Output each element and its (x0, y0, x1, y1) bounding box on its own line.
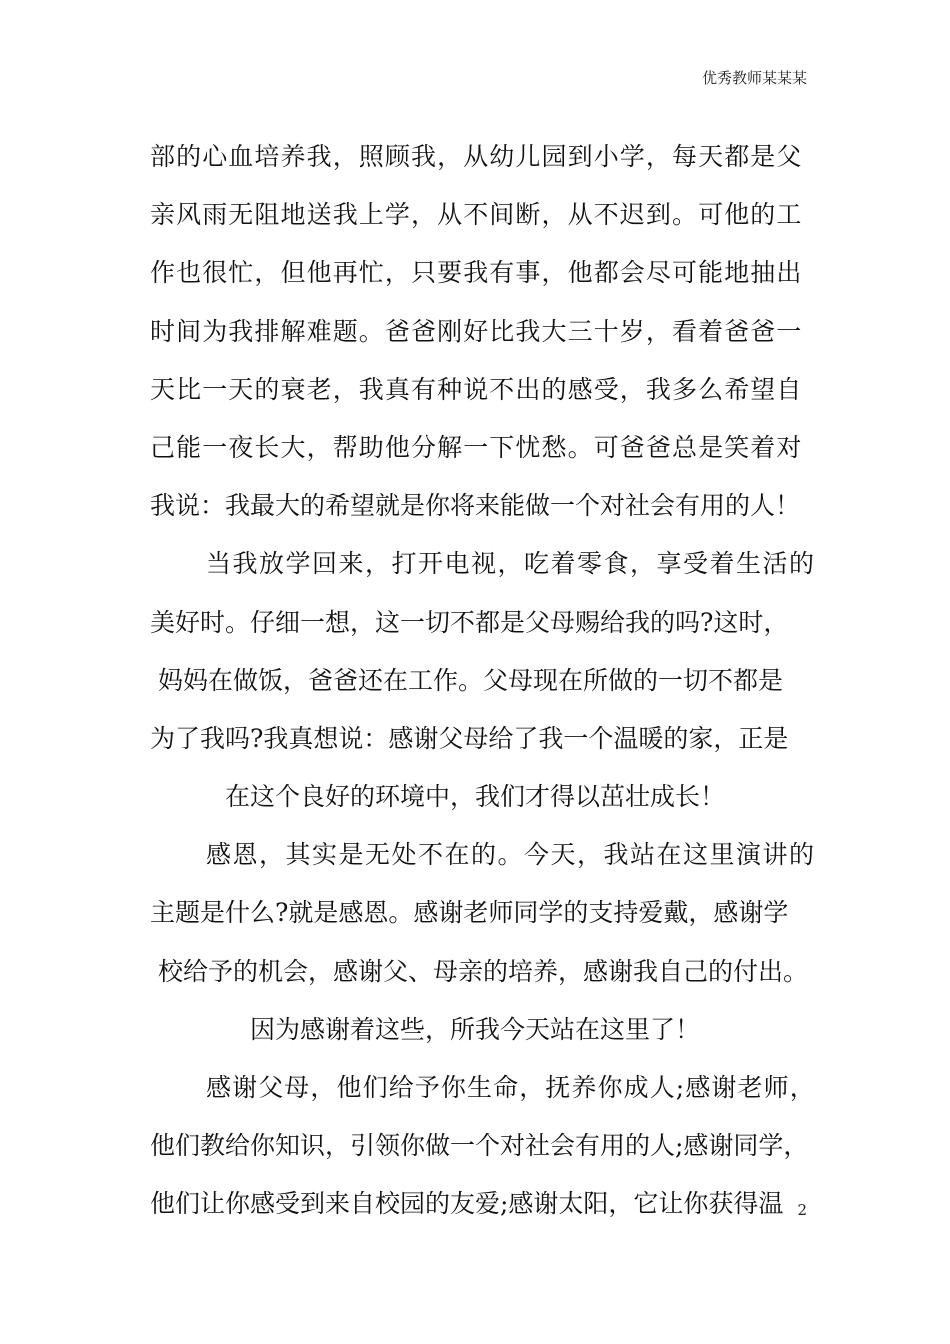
paragraph-line: 当我放学回来，打开电视，吃着零食，享受着生活的 (206, 549, 816, 579)
paragraph-line: 他们教给你知识，引领你做一个对社会有用的人;感谢同学， (150, 1131, 809, 1161)
paragraph-line: 亲风雨无阻地送我上学，从不间断，从不迟到。可他的工 (150, 200, 803, 230)
paragraph-line: 部的心血培养我，照顾我，从幼儿园到小学，每天都是父 (150, 142, 803, 171)
paragraph-line: 己能一夜长大，帮助他分解一下忧愁。可爸爸总是笑着对 (150, 432, 803, 462)
paragraph-line: 作也很忙，但他再忙，只要我有事，他都会尽可能地抽出 (150, 258, 803, 288)
paragraph-line: 校给予的机会，感谢父、母亲的培养，感谢我自己的付出。 (158, 956, 809, 986)
page-number: 2 (797, 1201, 807, 1219)
paragraph-line: 感恩，其实是无处不在的。今天，我站在这里演讲的 (206, 840, 816, 870)
body-text (150, 128, 816, 1234)
paragraph-line: 主题是什么?就是感恩。感谢老师同学的支持爱戴，感谢学 (150, 898, 789, 928)
paragraph-line: 天比一天的衰老，我真有种说不出的感受，我多么希望自 (150, 374, 803, 404)
paragraph-line: 他们让你感受到来自校园的友爱;感谢太阳，它让你获得温 (150, 1189, 784, 1219)
paragraph-line: 因为感谢着这些，所我今天站在这里了！ (249, 1014, 700, 1044)
paragraph-line: 我说：我最大的希望就是你将来能做一个对社会有用的人！ (150, 491, 801, 521)
paragraph-line: 时间为我排解难题。爸爸刚好比我大三十岁，看着爸爸一 (150, 316, 803, 346)
paragraph-line: 在这个良好的环境中，我们才得以茁壮成长！ (224, 782, 725, 812)
paragraph-line: 感谢父母，他们给予你生命，抚养你成人;感谢老师， (206, 1073, 816, 1102)
header-author: 优秀教师某某某 (701, 69, 807, 87)
paragraph-line: 为了我吗?我真想说：感谢父母给了我一个温暖的家，正是 (150, 723, 789, 753)
paragraph-line: 妈妈在做饭，爸爸还在工作。父母现在所做的一切不都是 (158, 665, 784, 695)
paragraph-line: 美好时。仔细一想，这一切不都是父母赐给我的吗?这时， (150, 607, 789, 637)
